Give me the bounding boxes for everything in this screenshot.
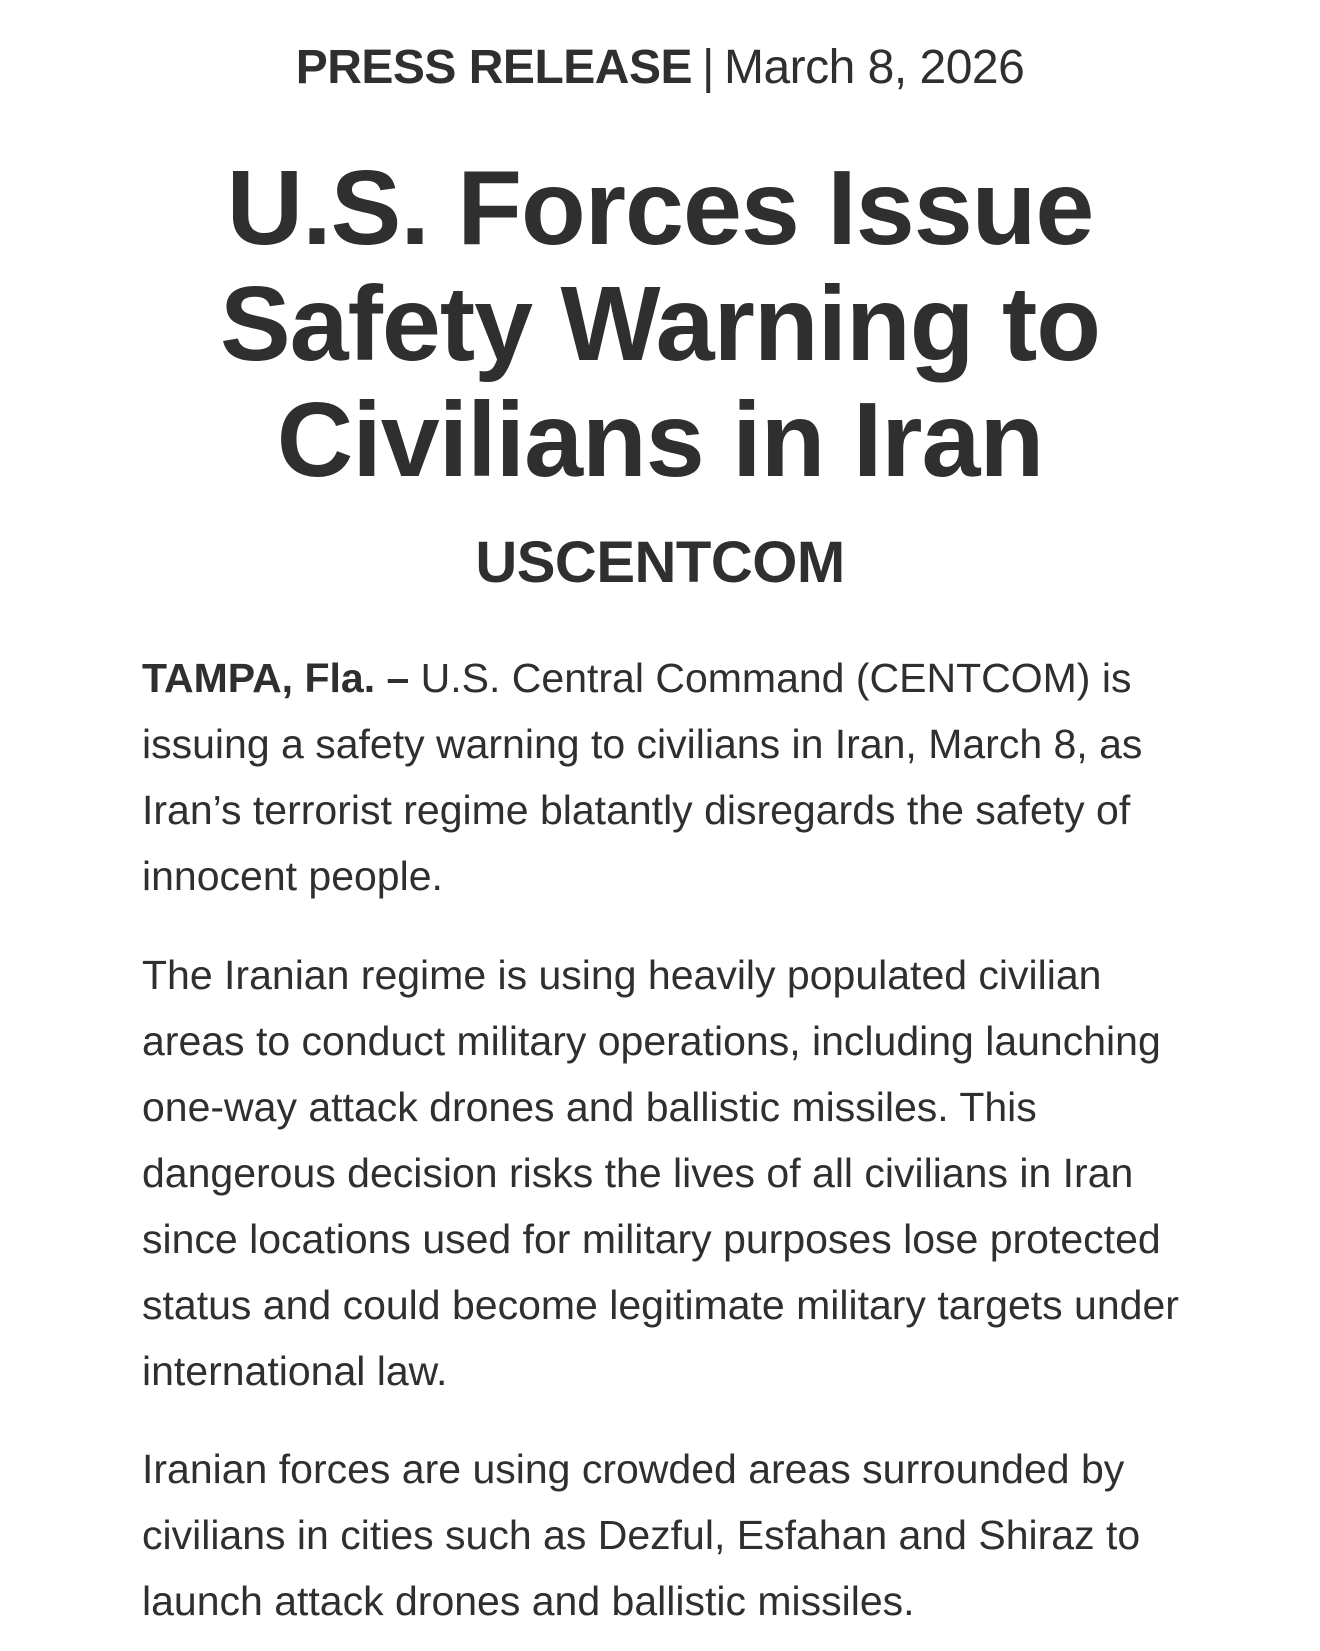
issuing-organization: USCENTCOM [475,530,845,595]
header-separator: | [701,41,714,94]
press-release-title: U.S. Forces Issue Safety Warning to Civilians in Iran [219,149,1101,499]
press-release-header [0,38,1320,98]
release-date: March 8, 2026 [723,41,1025,94]
paragraph-1-text: U.S. Central Command (CENTCOM) is issuing a safety warning to civilians in Iran, March 8, as Iran’s terrorist regime blatantly disregards the safety of innocent people. [142,655,1143,899]
body-paragraph-2: The Iranian regime is using heavily populated civilian areas to conduct military operations, including launching one-way attack drones and ballistic missiles. This dangerous decision risks the lives of all civilians in Iran since locations used for military purposes lose protected status and could become legitimate military targets under international law. [142,952,1179,1394]
location-dateline: TAMPA, Fla. – [142,655,410,701]
body-paragraph-1 [142,645,1187,909]
press-release-label: PRESS RELEASE [295,41,692,94]
body-paragraph-3: Iranian forces are using crowded areas surrounded by civilians in cities such as Dezful, Esfahan and Shiraz to launch attack drones and ballistic missiles. [142,1446,1141,1624]
